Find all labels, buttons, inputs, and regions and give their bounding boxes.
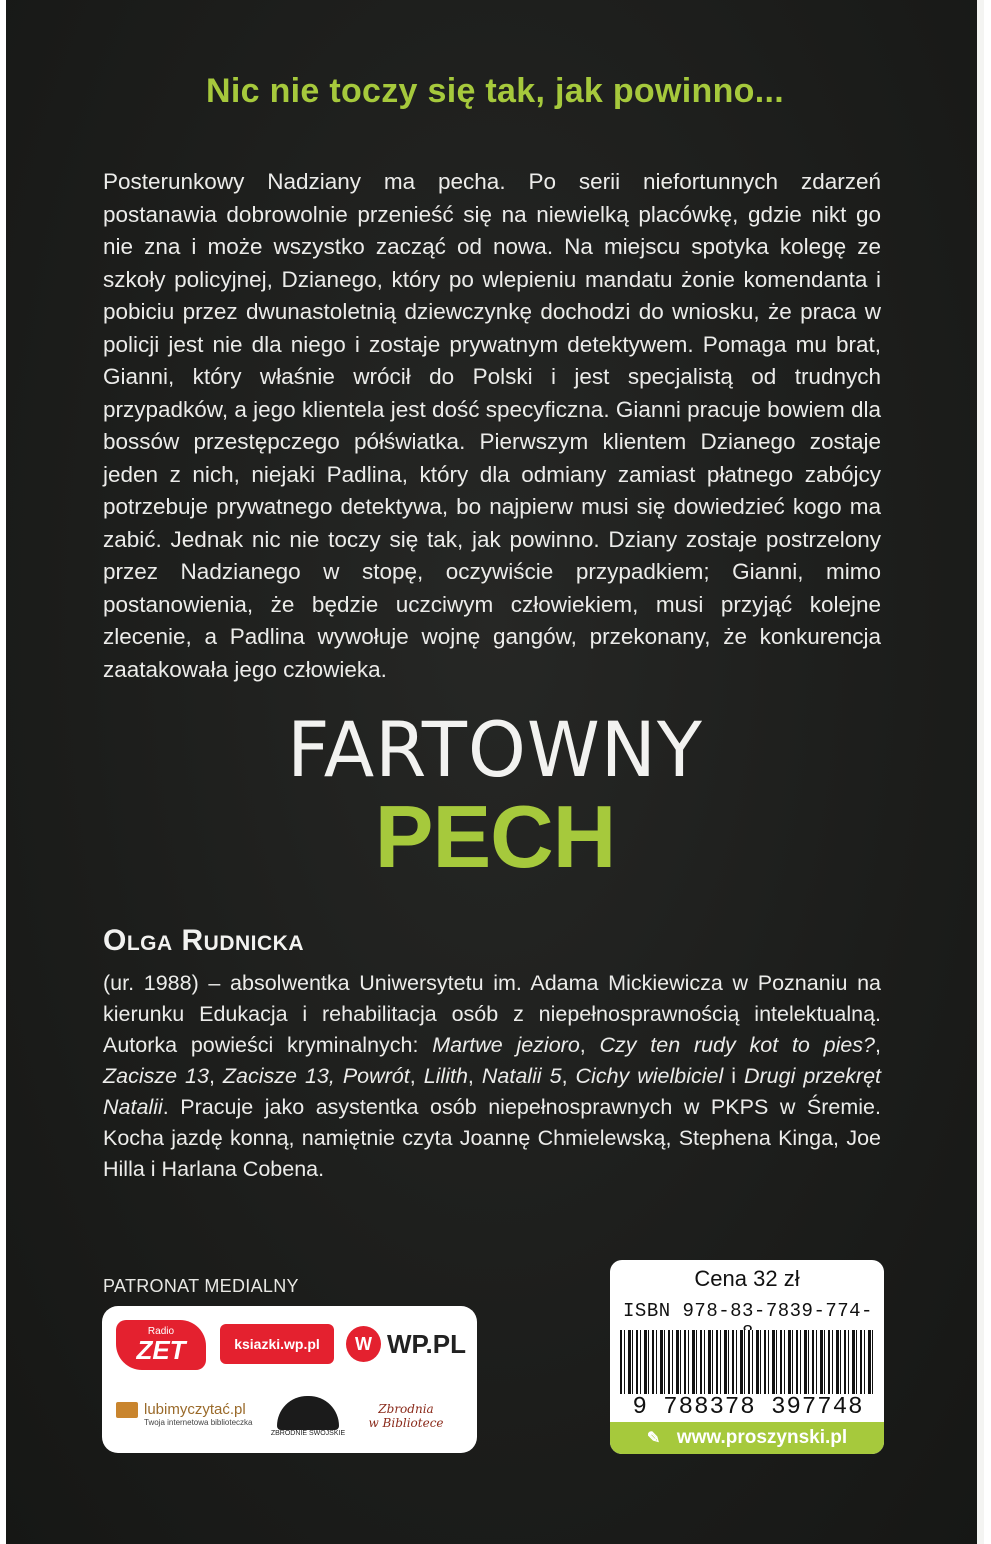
website-url: www.proszynski.pl — [676, 1427, 848, 1448]
title-line-1: FARTOWNY — [287, 705, 703, 794]
book-title: Cichy wielbiciel — [575, 1064, 724, 1088]
book-title: Zacisze 13, Powrót — [222, 1064, 410, 1088]
barcode-number: 9 788378 397748 — [616, 1394, 880, 1422]
radio-zet-small: Radio — [147, 1326, 175, 1337]
blurb-text: Posterunkowy Nadziany ma pecha. Po serii niefortunnych zdarzeń postanawia dobrowolnie przenieść się na niewielką placówkę, gdzie nikt go nie zna i może wszystko zacząć od nowa. Na miejscu spotyka kolegę ze szkoły policyjnej, Dzianego, który po wlepieniu mandatu żonie komendanta i pobiciu przez dwunastoletnią dziewczynkę dochodzi do wniosku, że praca w policji jest nie dla niego i zostaje prywatnym detektywem. Pomaga mu brat, Gianni, który właśnie wrócił do Polski i jest specjalistą od trudnych przypadków, a jego klientela jest dość specyficzna. Gianni pracuje bowiem dla bossów przestępczego półświatka. Pierwszym klientem Dzianego zostaje jeden z nich, niejaki Padlina, który dla odmiany zamiast płatnego zabójcy potrzebuje prywatnego detektywa, bo najpierw musi się dowiedzieć kogo ma zabić. Jednak nic nie toczy się tak, jak powinno. Dziany zostaje postrzelony przez Nadzianego w stopę, oczywiście przypadkiem; Gianni, mimo postanowienia, że będzie uczciwym człowiekiem, musi przyjąć kolejne zlecenie, a Padlina wywołuje wojnę gangów, przekonany, że konkurencja zaatakowała jego człowieka. — [103, 169, 881, 682]
author-bio — [103, 968, 881, 1185]
price: Cena 32 zł — [694, 1266, 800, 1291]
pen-icon: ✎ — [646, 1430, 661, 1447]
book-back-cover — [6, 0, 984, 1544]
isbn: ISBN 978-83-7839-774- — [623, 1300, 873, 1322]
book-title: Martwe jezioro — [432, 1033, 580, 1057]
book-title: Drugi przekręt Natalii — [103, 1064, 882, 1119]
wp-icon: W — [346, 1326, 381, 1362]
patronat-label: PATRONAT MEDIALNY — [103, 1276, 299, 1296]
author-name: Olga Rudnicka — [103, 924, 304, 957]
separator: , — [467, 1064, 482, 1088]
book-title: Czy ten rudy kot to pies? — [599, 1033, 876, 1057]
book-title: Natalii 5 — [481, 1064, 562, 1088]
book-title: Lilith — [423, 1064, 468, 1088]
separator: , — [561, 1064, 576, 1088]
lubimy-text: lubimyczytać.pl — [144, 1401, 246, 1418]
zbrodnie-swojskie-logo — [268, 1388, 348, 1444]
tagline: Nic nie toczy się tak, jak powinno... — [206, 72, 784, 110]
w-bibliotece-text: w Bibliotece — [368, 1416, 444, 1430]
book-title: Zacisze 13 — [103, 1064, 209, 1088]
page-edge — [977, 0, 984, 1544]
ksiazki-wp-logo: ksiazki.wp.pl — [220, 1324, 334, 1364]
radio-zet-logo — [116, 1320, 206, 1370]
lubimyczytac-logo — [116, 1394, 256, 1434]
wp-text: WP.PL — [387, 1328, 466, 1359]
books-icon — [116, 1402, 138, 1418]
separator: , — [875, 1033, 881, 1057]
zbrodnie-text: ZBRODNIE SWOJSKIE — [270, 1429, 346, 1437]
separator: , — [208, 1064, 223, 1088]
zbrodnia-text: Zbrodnia — [378, 1402, 434, 1416]
zbrodnia-w-bibliotece-logo — [358, 1394, 454, 1438]
publisher-website — [610, 1422, 884, 1454]
bio-text: . Pracuje jako asystentka osób niepełnosprawnych w PKPS w Śremie. Kocha jazdę konną, namiętnie czyta Joannę Chmielewską, Stephena Kinga, Joe Hilla i Harlana Cobena. — [103, 1095, 881, 1181]
wp-logo — [346, 1322, 466, 1366]
radio-zet-big: ZET — [136, 1335, 186, 1365]
media-patrons-panel — [102, 1306, 477, 1453]
separator: i — [723, 1064, 744, 1088]
silhouettes-icon — [277, 1396, 339, 1430]
lubimy-subtitle: Twoja internetowa biblioteczka — [144, 1418, 253, 1427]
separator: , — [579, 1033, 600, 1057]
bio-text: (ur. 1988) – absolwentka Uniwersytetu im. Adama Mickiewicza w Poznaniu na kierunku Edukacja i rehabilitacja osób z niepełnosprawnością intelektualną. Autorka powieści kryminalnych: — [103, 971, 881, 1057]
separator: , — [409, 1064, 424, 1088]
price-barcode-panel — [610, 1260, 884, 1454]
title-line-2: PECH — [374, 787, 616, 886]
